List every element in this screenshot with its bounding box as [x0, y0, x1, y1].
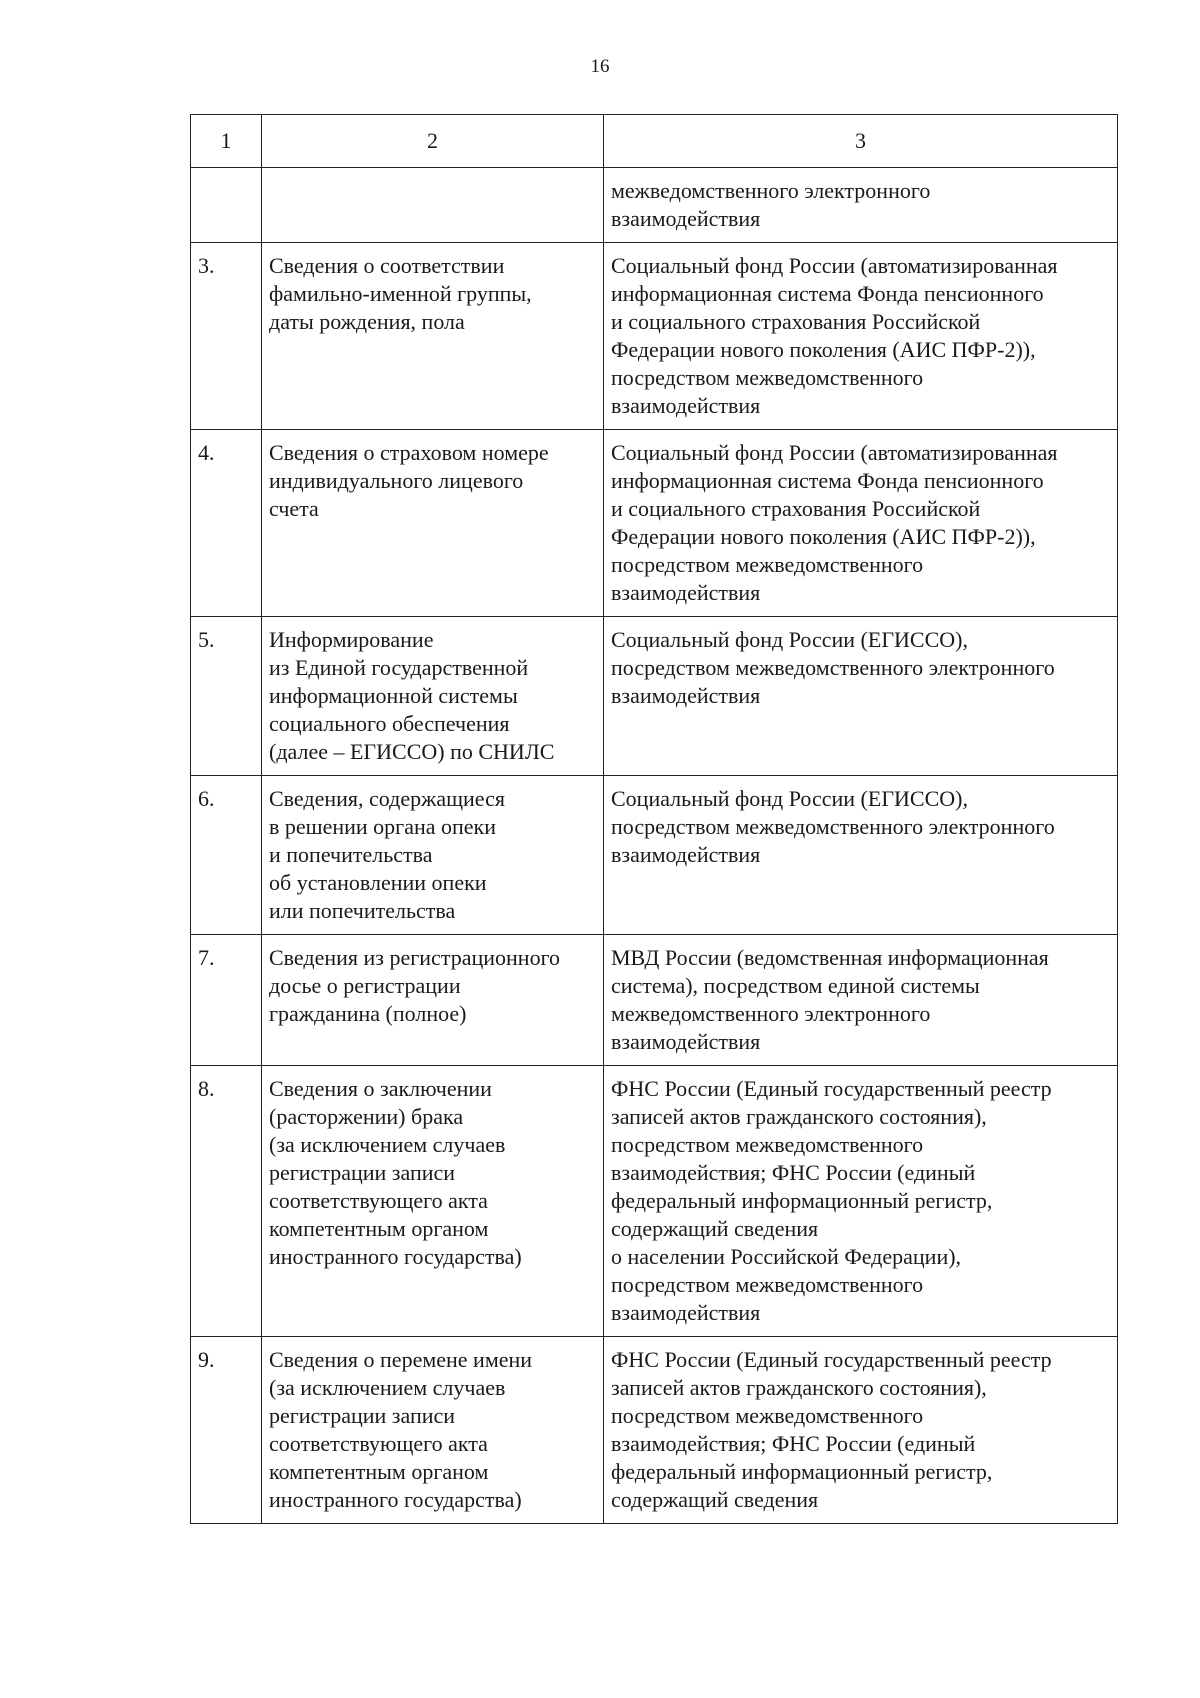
- source-line: и социального страхования Российской: [611, 496, 981, 521]
- info-cell: [262, 617, 604, 776]
- source-line: посредством межведомственного: [611, 365, 924, 390]
- table-header: [191, 115, 1118, 168]
- source-line: взаимодействия: [611, 683, 761, 708]
- info-line: Сведения о соответствии: [269, 253, 505, 278]
- info-cell: [262, 1066, 604, 1337]
- info-line: в решении органа опеки: [269, 814, 497, 839]
- source-line: взаимодействия: [611, 842, 761, 867]
- info-line: (далее – ЕГИССО) по СНИЛС: [269, 739, 555, 764]
- info-line: (за исключением случаев: [269, 1375, 506, 1400]
- source-cell: [604, 168, 1118, 243]
- source-cell: [604, 776, 1118, 935]
- source-line: посредством межведомственного электронного: [611, 655, 1055, 680]
- source-line: и социального страхования Российской: [611, 309, 981, 334]
- info-line: социального обеспечения: [269, 711, 510, 736]
- info-line: (расторжении) брака: [269, 1104, 464, 1129]
- table-body: [191, 168, 1118, 1524]
- source-line: взаимодействия; ФНС России (единый: [611, 1160, 976, 1185]
- source-line: межведомственного электронного: [611, 178, 931, 203]
- source-line: о населении Российской Федерации),: [611, 1244, 962, 1269]
- info-cell: [262, 776, 604, 935]
- source-line: взаимодействия: [611, 1029, 761, 1054]
- table-row: [191, 168, 1118, 243]
- info-cell: [262, 935, 604, 1066]
- row-number: 7.: [191, 935, 262, 1066]
- info-line: Сведения о перемене имени: [269, 1347, 533, 1372]
- info-line: (за исключением случаев: [269, 1132, 506, 1157]
- info-line: регистрации записи: [269, 1403, 456, 1428]
- info-line: регистрации записи: [269, 1160, 456, 1185]
- source-line: взаимодействия: [611, 206, 761, 231]
- table-row: [191, 935, 1118, 1066]
- table-row: [191, 430, 1118, 617]
- source-line: федеральный информационный регистр,: [611, 1459, 993, 1484]
- source-line: записей актов гражданского состояния),: [611, 1375, 987, 1400]
- info-cell: [262, 1337, 604, 1524]
- source-line: содержащий сведения: [611, 1487, 819, 1512]
- info-line: Сведения о страховом номере: [269, 440, 549, 465]
- info-line: Сведения, содержащиеся: [269, 786, 505, 811]
- source-line: посредством межведомственного: [611, 1403, 924, 1428]
- source-line: ФНС России (Единый государственный реестр: [611, 1076, 1052, 1101]
- source-line: взаимодействия; ФНС России (единый: [611, 1431, 976, 1456]
- source-line: ФНС России (Единый государственный реестр: [611, 1347, 1052, 1372]
- source-line: взаимодействия: [611, 580, 761, 605]
- document-table: [190, 114, 1118, 1524]
- info-line: компетентным органом: [269, 1216, 489, 1241]
- source-line: информационная система Фонда пенсионного: [611, 468, 1044, 493]
- info-line: гражданина (полное): [269, 1001, 467, 1026]
- row-number: 3.: [191, 243, 262, 430]
- source-line: взаимодействия: [611, 1300, 761, 1325]
- table-row: [191, 1337, 1118, 1524]
- info-cell: [262, 430, 604, 617]
- info-line: досье о регистрации: [269, 973, 461, 998]
- info-line: из Единой государственной: [269, 655, 529, 680]
- table-row: [191, 776, 1118, 935]
- header-col-3: 3: [604, 115, 1118, 168]
- info-line: даты рождения, пола: [269, 309, 465, 334]
- row-number: 4.: [191, 430, 262, 617]
- table-row: [191, 1066, 1118, 1337]
- info-cell: [262, 168, 604, 243]
- source-line: взаимодействия: [611, 393, 761, 418]
- source-line: Социальный фонд России (автоматизированная: [611, 440, 1058, 465]
- row-number: 6.: [191, 776, 262, 935]
- info-line: счета: [269, 496, 319, 521]
- info-line: фамильно-именной группы,: [269, 281, 532, 306]
- info-line: Сведения о заключении: [269, 1076, 492, 1101]
- source-cell: [604, 1337, 1118, 1524]
- info-line: и попечительства: [269, 842, 433, 867]
- row-number: 5.: [191, 617, 262, 776]
- info-line: Информирование: [269, 627, 434, 652]
- source-line: Федерации нового поколения (АИС ПФР-2)),: [611, 524, 1036, 549]
- source-line: Федерации нового поколения (АИС ПФР-2)),: [611, 337, 1036, 362]
- info-line: информационной системы: [269, 683, 518, 708]
- info-line: индивидуального лицевого: [269, 468, 524, 493]
- info-line: об установлении опеки: [269, 870, 487, 895]
- header-col-1: 1: [191, 115, 262, 168]
- header-row: [191, 115, 1118, 168]
- source-line: посредством межведомственного электронного: [611, 814, 1055, 839]
- source-cell: [604, 430, 1118, 617]
- page-number: 16: [590, 56, 610, 77]
- table-row: [191, 617, 1118, 776]
- row-number: 9.: [191, 1337, 262, 1524]
- info-line: соответствующего акта: [269, 1188, 488, 1213]
- source-cell: [604, 935, 1118, 1066]
- source-line: посредством межведомственного: [611, 1132, 924, 1157]
- info-line: компетентным органом: [269, 1459, 489, 1484]
- source-line: межведомственного электронного: [611, 1001, 931, 1026]
- source-cell: [604, 617, 1118, 776]
- info-line: иностранного государства): [269, 1487, 522, 1512]
- header-col-2: 2: [262, 115, 604, 168]
- info-cell: [262, 243, 604, 430]
- source-cell: [604, 243, 1118, 430]
- source-line: Социальный фонд России (ЕГИССО),: [611, 786, 968, 811]
- table-row: [191, 243, 1118, 430]
- source-line: МВД России (ведомственная информационная: [611, 945, 1049, 970]
- source-line: федеральный информационный регистр,: [611, 1188, 993, 1213]
- source-line: записей актов гражданского состояния),: [611, 1104, 987, 1129]
- source-line: система), посредством единой системы: [611, 973, 980, 998]
- source-cell: [604, 1066, 1118, 1337]
- info-line: Сведения из регистрационного: [269, 945, 561, 970]
- row-number: 8.: [191, 1066, 262, 1337]
- row-number: [191, 168, 262, 243]
- info-line: иностранного государства): [269, 1244, 522, 1269]
- source-line: информационная система Фонда пенсионного: [611, 281, 1044, 306]
- info-line: соответствующего акта: [269, 1431, 488, 1456]
- info-line: или попечительства: [269, 898, 456, 923]
- source-line: содержащий сведения: [611, 1216, 819, 1241]
- source-line: Социальный фонд России (ЕГИССО),: [611, 627, 968, 652]
- source-line: посредством межведомственного: [611, 1272, 924, 1297]
- source-line: Социальный фонд России (автоматизированная: [611, 253, 1058, 278]
- source-line: посредством межведомственного: [611, 552, 924, 577]
